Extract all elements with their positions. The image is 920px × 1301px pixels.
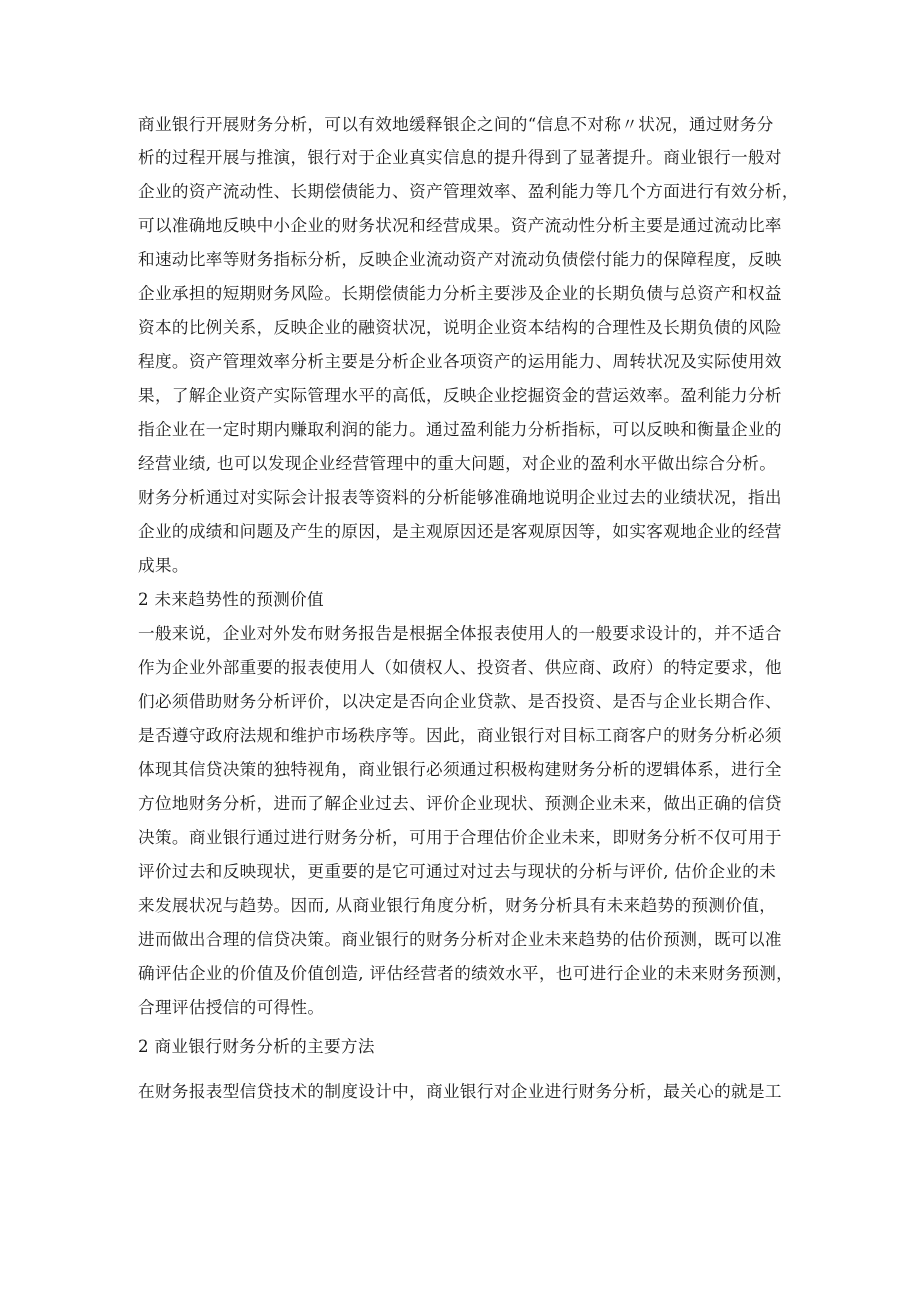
text-line: 决策。商业银行通过进行财务分析，可用于合理估价企业未来，即财务分析不仅可用于 <box>138 828 782 847</box>
text-line: 是否遵守政府法规和维护市场秩序等。因此，商业银行对目标工商客户的财务分析必须 <box>138 726 782 745</box>
text-line: 作为企业外部重要的报表使用人（如债权人、投资者、供应商、政府）的特定要求，他 <box>138 658 782 677</box>
text-line: 合理评估授信的可得性。 <box>138 998 325 1017</box>
text-line: 方位地财务分析，进而了解企业过去、评价企业现状、预测企业未来，做出正确的信贷 <box>138 794 782 813</box>
text-line: 可以准确地反映中小企业的财务状况和经营成果。资产流动性分析主要是通过流动比率 <box>138 216 782 235</box>
text-line: 企业承担的短期财务风险。长期偿债能力分析主要涉及企业的长期负债与总资产和权益 <box>138 284 782 303</box>
text-line: 确评估企业的价值及价值创造, 评估经营者的绩效水平，也可进行企业的未来财务预测， <box>138 964 794 983</box>
text-line: 和速动比率等财务指标分析，反映企业流动资产对流动负债偿付能力的保障程度，反映 <box>138 250 782 269</box>
text-line: 企业的资产流动性、长期偿债能力、资产管理效率、盈利能力等几个方面进行有效分析， <box>138 182 799 201</box>
text-line: 商业银行开展财务分析，可以有效地缓释银企之间的“信息不对称〃状况，通过财务分 <box>138 115 774 134</box>
section-heading: 2 未来趋势性的预测价值 <box>138 590 324 609</box>
text-line: 成果。 <box>138 556 189 575</box>
text-line: 来发展状况与趋势。因而, 从商业银行角度分析，财务分析具有未来趋势的预测价值， <box>138 896 777 915</box>
text-line: 评价过去和反映现状，更重要的是它可通过对过去与现状的分析与评价, 估价企业的未 <box>138 862 777 881</box>
text-line: 析的过程开展与推演，银行对于企业真实信息的提升得到了显著提升。商业银行一般对 <box>138 148 782 167</box>
text-line: 一般来说，企业对外发布财务报告是根据全体报表使用人的一般要求设计的，并不适合 <box>138 624 782 643</box>
text-line: 资本的比例关系，反映企业的融资状况，说明企业资本结构的合理性及长期负债的风险 <box>138 318 782 337</box>
text-line: 程度。资产管理效率分析主要是分析企业各项资产的运用能力、周转状况及实际使用效 <box>138 352 782 371</box>
text-line: 果，了解企业资产实际管理水平的高低，反映企业挖掘资金的营运效率。盈利能力分析 <box>138 386 782 405</box>
text-line: 体现其信贷决策的独特视角，商业银行必须通过积极构建财务分析的逻辑体系，进行全 <box>138 760 782 779</box>
text-line: 在财务报表型信贷技术的制度设计中，商业银行对企业进行财务分析，最关心的就是工 <box>138 1082 782 1101</box>
text-line: 指企业在一定时期内赚取利润的能力。通过盈利能力分析指标，可以反映和衡量企业的 <box>138 420 782 439</box>
section-heading: 2 商业银行财务分析的主要方法 <box>138 1037 375 1056</box>
text-line: 财务分析通过对实际会计报表等资料的分析能够准确地说明企业过去的业绩状况，指出 <box>138 488 782 507</box>
text-line: 们必须借助财务分析评价，以决定是否向企业贷款、是否投资、是否与企业长期合作、 <box>138 692 782 711</box>
text-line: 经营业绩, 也可以发现企业经营管理中的重大问题，对企业的盈利水平做出综合分析。 <box>138 454 777 473</box>
text-line: 进而做出合理的信贷决策。商业银行的财务分析对企业未来趋势的估价预测，既可以准 <box>138 930 782 949</box>
text-line: 企业的成绩和问题及产生的原因，是主观原因还是客观原因等，如实客观地企业的经营 <box>138 522 782 541</box>
